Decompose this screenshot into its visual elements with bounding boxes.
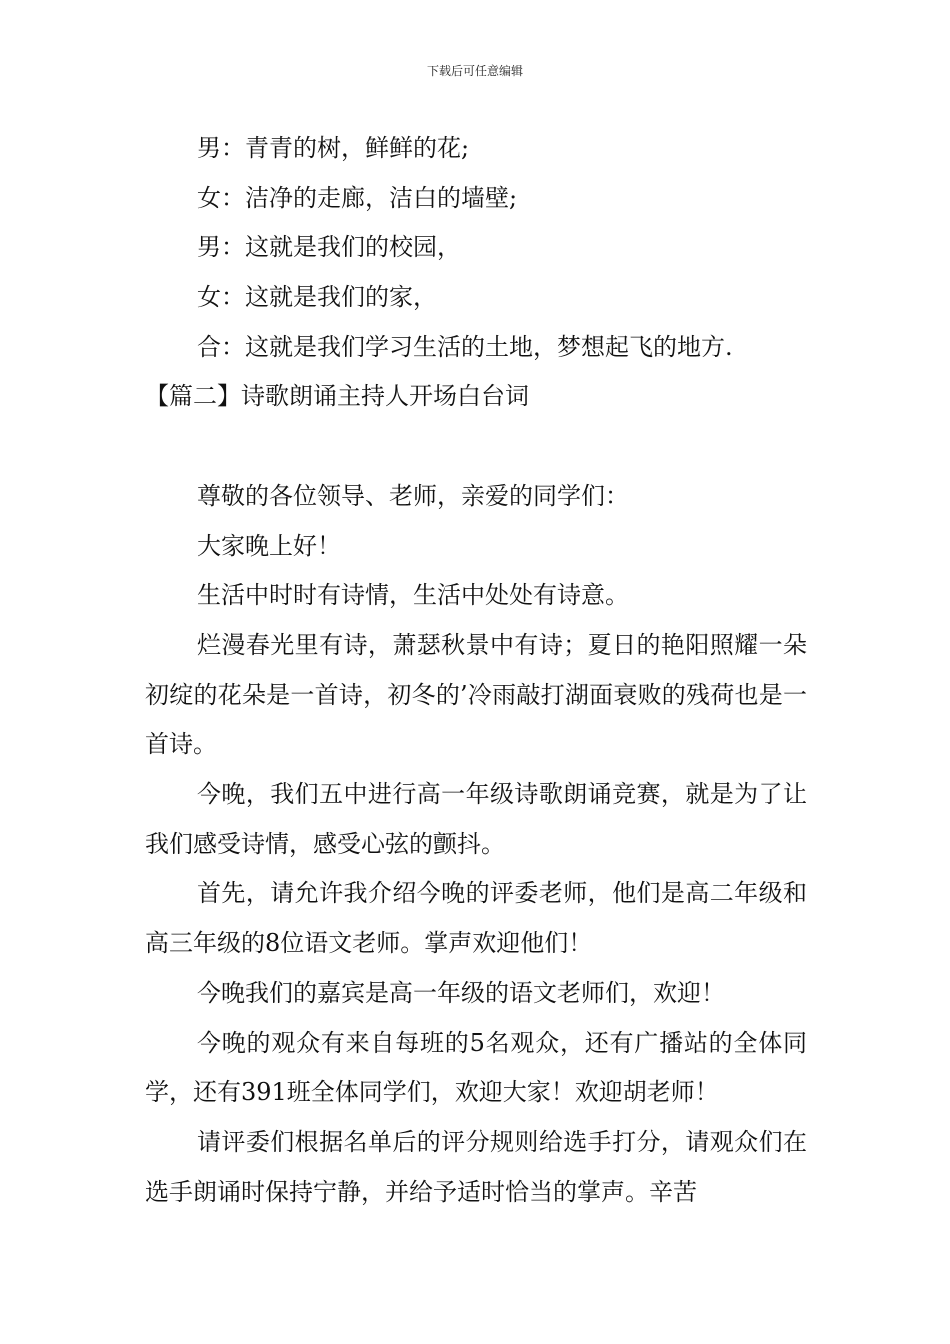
dialogue-line: 男：青青的树，鲜鲜的花; bbox=[197, 134, 470, 162]
paragraph: 今晚，我们五中进行高一年级诗歌朗诵竞赛，就是为了让我们感受诗情，感受心弦的颤抖。 bbox=[145, 780, 807, 858]
dialogue-line: 男：这就是我们的校园， bbox=[197, 233, 461, 262]
page-header: 下载后可任意编辑 bbox=[426, 64, 523, 78]
section-title: 【篇二】诗歌朗诵主持人开场白台词 bbox=[145, 382, 529, 411]
paragraph: 今晚的观众有来自每班的5名观众，还有广播站的全体同学，还有391班全体同学们，欢迎大家！欢迎胡老师！ bbox=[145, 1028, 807, 1107]
paragraph: 烂漫春光里有诗，萧瑟秋景中有诗；夏日的艳阳照耀一朵初绽的花朵是一首诗，初冬的’冷雨敲打湖面衰败的残荷也是一首诗。 bbox=[145, 630, 807, 759]
blank-line bbox=[145, 422, 807, 472]
dialogue-line: 合：这就是我们学习生活的土地，梦想起飞的地方. bbox=[197, 332, 733, 361]
dialogue-line: 女：洁净的走廊，洁白的墙壁; bbox=[197, 183, 518, 212]
paragraph: 今晚我们的嘉宾是高一年级的语文老师们，欢迎！ bbox=[197, 978, 725, 1007]
paragraph: 首先，请允许我介绍今晚的评委老师，他们是高二年级和高三年级的8位语文老师。掌声欢迎他们！ bbox=[145, 879, 807, 958]
paragraph: 大家晚上好！ bbox=[197, 531, 341, 560]
document-body bbox=[145, 124, 807, 1217]
paragraph: 尊敬的各位领导、老师，亲爱的同学们： bbox=[197, 481, 629, 510]
paragraph: 生活中时时有诗情，生活中处处有诗意。 bbox=[197, 581, 629, 610]
paragraph: 请评委们根据名单后的评分规则给选手打分，请观众们在选手朗诵时保持宁静，并给予适时恰当的掌声。辛苦 bbox=[145, 1127, 807, 1206]
dialogue-line: 女：这就是我们的家， bbox=[197, 283, 437, 312]
